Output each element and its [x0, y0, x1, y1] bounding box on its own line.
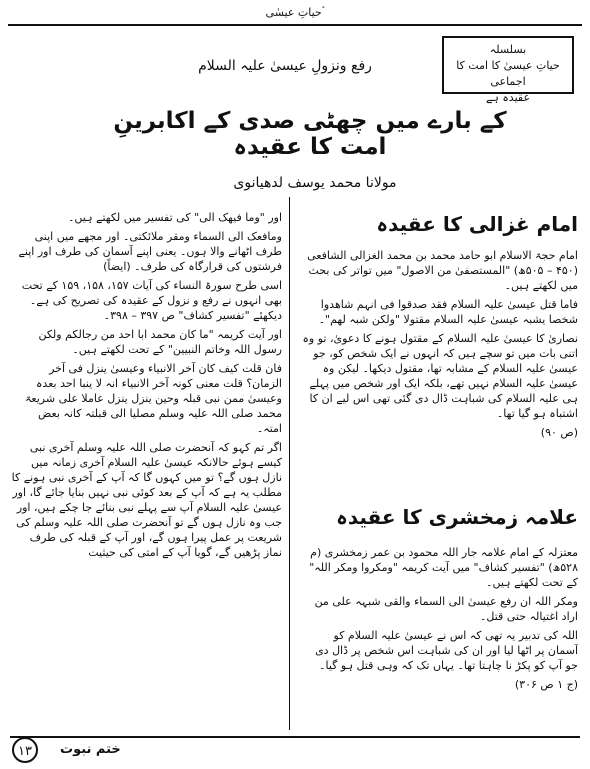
- citation: (ج ۱ ص ۳۰۶): [514, 678, 578, 691]
- paragraph: فان قلت کیف کان آخر الانبیاء وعیسیٰ ینزل فی آخر الزمان؟ قلت معنی کونہ آخر الانبیاء انہ لا ینبا احد بعدہ وعیسیٰ ممن نبی قبلہ وحین ینزل ینزل عاملا علی شریعۃ محمد صلی اللہ علیہ وسلم مصلیا الی قبلتہ کانہ بعض امتہ۔: [24, 362, 282, 435]
- author-name: مولانا محمد یوسف لدھیانوی: [233, 175, 397, 191]
- paragraph: ومافعک الی السماء ومقر ملائکتی۔ اور مجھے میں اپنی طرف اٹھانے والا ہوں۔ یعنی اپنے آسمان کی طرف اور اپنے فرشتوں کی قرارگاہ کی طرف۔ (ایضاً): [18, 230, 282, 273]
- series-note-line3: عقیدہ ہے: [485, 91, 531, 104]
- series-note-line1: بسلسلہ: [489, 43, 527, 56]
- paragraph: اور "وما فیھک الی" کی تفسیر میں لکھتے ہیں۔: [67, 211, 282, 224]
- paragraph: ومکر اللہ ان رفع عیسیٰ الی السماء والقی شبہہ علی من اراد اغتیالہ حتی قتل۔: [314, 595, 578, 623]
- article-subtitle: رفع ونزولِ عیسیٰ علیہ السلام: [198, 58, 372, 74]
- paragraph: نصاریٰ کا عیسیٰ علیہ السلام کے مقتول ہونے کا دعویٰ، تو وہ اتنی بات میں تو سچے ہیں کہ انہوں نے ایک شخص کو، جو عیسیٰ علیہ السلام کے مشابہ تھا، مقتول دیکھا۔ لیکن وہ عیسیٰ علیہ السلام نہیں تھے، بلکہ ایک اور شخص میں پہلے ہی علیہ السلام کی شباہت ڈال دی گئی تھی اس لیے ان کا اشتباہ ہو گیا تھا۔: [302, 332, 578, 420]
- paragraph: اور آیت کریمہ "ما کان محمد ابا احد من رجالکم ولکن رسول اللہ وخاتم النبیین" کے تحت لکھتے ہیں۔: [38, 328, 282, 356]
- series-note-line2: حیاتِ عیسیٰ کا امت کا اجماعی: [456, 59, 560, 88]
- article-title: کے بارے میں چھٹی صدی کے اکابرینِ امت کا عقیدہ: [113, 108, 507, 160]
- paragraph: اسی طرح سورۃ النساء کی آیات ۱۵۷، ۱۵۸، ۱۵۹ کے تحت بھی انہوں نے رفع و نزول کے عقیدہ کی تصریح کی ہے۔ دیکھئے "تفسیر کشاف" ص ۳۹۷ – ۳۹۸۔: [21, 279, 282, 322]
- section-heading-ghazali: امام غزالی کا عقیدہ: [376, 212, 578, 236]
- paragraph: اللہ کی تدبیر یہ تھی کہ اس نے عیسیٰ علیہ السلام کو آسمان پر اٹھا لیا اور ان کی شباہت اس شخص پر ڈال دی جو آپ کو پکڑ نا چاہتا تھا۔ یہاں تک کہ وہی قتل ہو گیا۔: [315, 629, 578, 672]
- series-note-box: [442, 36, 574, 104]
- page-number: ۱۳: [12, 737, 38, 763]
- magazine-name: ختم نبوت: [60, 742, 121, 757]
- running-title: حیاتِ عیسٰی ؑ: [265, 6, 325, 19]
- paragraph: فاما قتل عیسیٰ علیہ السلام فقد صدقوا فی انہم شاھدوا شخصا یشبہ عیسیٰ علیہ السلام مقتولا "ولکن شبہ لھم"۔: [318, 298, 578, 326]
- column-divider: [289, 197, 290, 730]
- paragraph: معتزلہ کے امام علامہ جار اللہ محمود بن عمر زمخشری (م ۵۲۸ھ) "تفسیر کشاف" میں آیت کریمہ "ومکروا ومکر اللہ" کے تحت لکھتے ہیں۔: [309, 546, 578, 589]
- section-body-zamakhshari: [300, 545, 578, 730]
- header-divider: [8, 24, 582, 26]
- citation: (ص ۹۰): [540, 426, 578, 439]
- paragraph: امام حجۃ الاسلام ابو حامد محمد بن محمد الغزالی الشافعی (۴۵۰ – ۵۰۵ھ) "المستصفیٰ من الاصول" میں تواتر کی بحث میں لکھتے ہیں۔: [307, 249, 578, 292]
- section-body-ghazali: [300, 248, 578, 498]
- paragraph: اگر تم کہو کہ آنحضرت صلی اللہ علیہ وسلم آخری نبی کیسے ہوئے حالانکہ عیسیٰ علیہ السلام آخری زمانہ میں نازل ہوں گے؟ تو میں کہوں گا کہ آپ کے آخری نبی ہونے کا مطلب یہ ہے کہ آپ کے بعد کوئی نبی نہیں بنایا جائے گا، اور عیسیٰ علیہ السلام آپ سے پہلے نبی بنائے جا چکے ہیں، اور جب وہ نازل ہوں گے تو آنحضرت صلی اللہ علیہ وسلم کی شریعت پر عمل پیرا ہوں گے، اور آپ کے قبلہ کی طرف نماز پڑھیں گے، گویا آپ کے امتی کی حیثیت: [11, 441, 282, 559]
- section-heading-zamakhshari: علامہ زمخشری کا عقیدہ: [336, 505, 578, 529]
- left-column-body: [10, 210, 282, 730]
